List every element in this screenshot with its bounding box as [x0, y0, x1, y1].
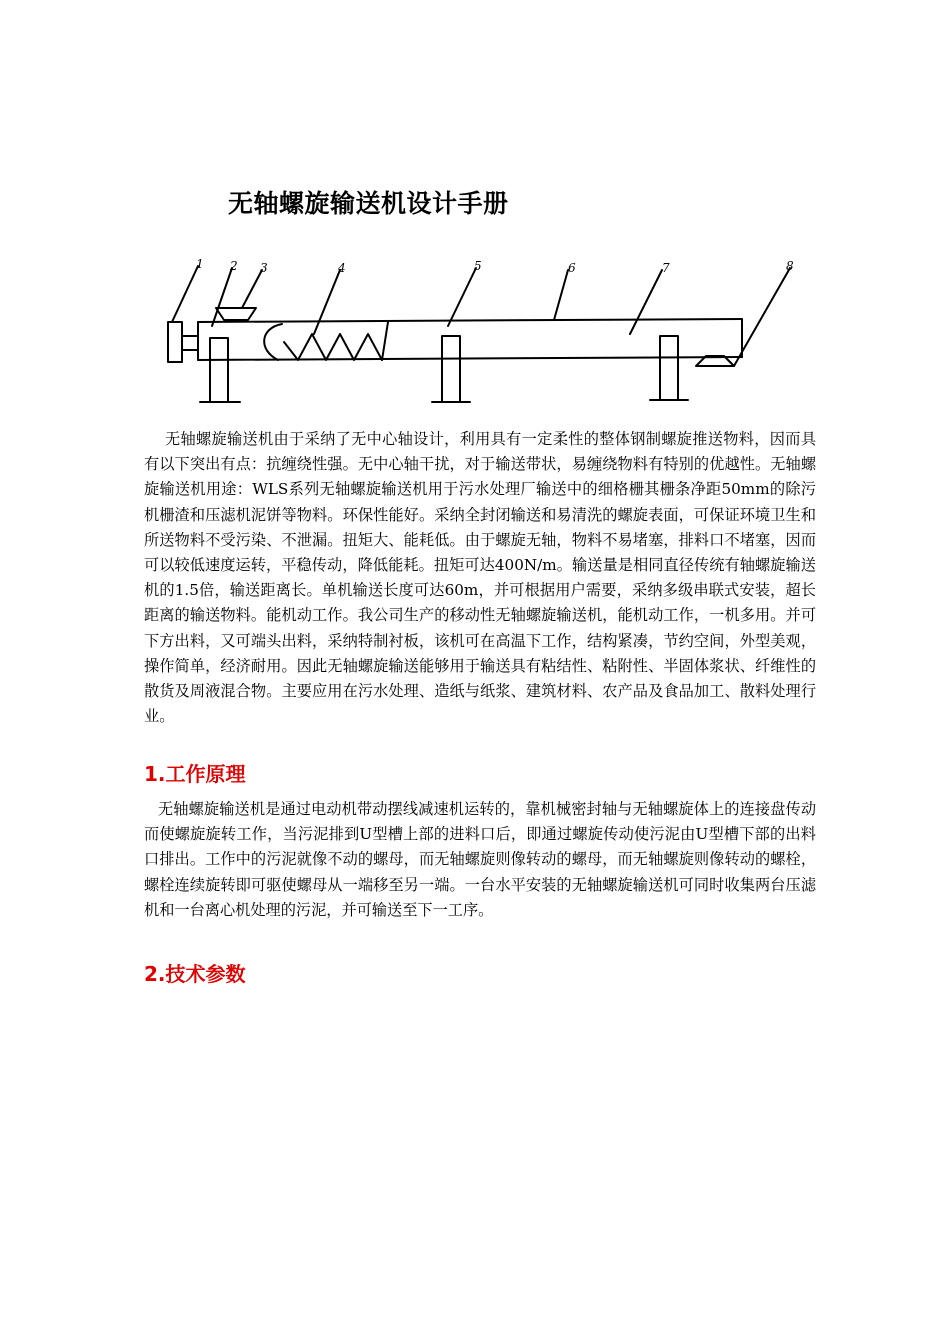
label-6: 6 — [568, 261, 576, 275]
spiral-end — [382, 322, 388, 360]
conveyor-diagram-svg — [150, 256, 810, 416]
leader-3 — [242, 270, 262, 308]
coupling — [182, 336, 198, 350]
support-2 — [442, 336, 460, 402]
label-3: 3 — [260, 261, 268, 275]
working-principle-paragraph: 无轴螺旋输送机是通过电动机带动摆线减速机运转的，靠机械密封轴与无轴螺旋体上的连接盘传动而使螺旋旋转工作，当污泥排到U型槽上部的进料口后，即通过螺旋传动使污泥由U型槽下部的出料口排出。工作中的污泥就像不动的螺母，而无轴螺旋则像转动的螺母，而无轴螺旋则像转动的螺栓，螺栓连续旋转即可驱使螺母从一端移至另一端。一台水平安装的无轴螺旋输送机可同时收集两台压滤机和一台离心机处理的污泥，并可输送至下一工序。 — [144, 800, 816, 919]
label-4: 4 — [338, 261, 346, 275]
spiral-zigzag — [284, 334, 382, 360]
leader-7 — [630, 270, 662, 334]
leader-6 — [554, 270, 568, 320]
label-8: 8 — [786, 259, 794, 273]
spiral-shield — [264, 324, 282, 360]
leader-8 — [734, 268, 790, 366]
label-7: 7 — [662, 261, 670, 275]
section-heading-technical-parameters: 2.技术参数 — [144, 962, 246, 986]
section-heading-working-principle: 1.工作原理 — [144, 762, 246, 786]
conveyor-diagram — [150, 256, 810, 416]
support-3 — [660, 336, 678, 400]
label-5: 5 — [474, 259, 482, 273]
motor-block — [168, 322, 182, 362]
label-1: 1 — [196, 257, 204, 271]
leader-4 — [314, 270, 340, 334]
leader-1 — [172, 266, 198, 322]
trough-top-line — [198, 319, 742, 322]
inlet-hopper — [216, 308, 256, 320]
label-2: 2 — [230, 259, 238, 273]
intro-paragraph: 无轴螺旋输送机由于采纳了无中心轴设计，利用具有一定柔性的整体钢制螺旋推送物料，因而具有以下突出有点：抗缠绕性强。无中心轴干扰，对于输送带状，易缠绕物料有特别的优越性。无轴螺旋输送机用途：WLS系列无轴螺旋输送机用于污水处理厂输送中的细格栅其栅条净距50mm的除污机栅渣和压滤机泥饼等物料。环保性能好。采纳全封闭输送和易清洗的螺旋表面，可保证环境卫生和所送物料不受污染、不泄漏。扭矩大、能耗低。由于螺旋无轴，物料不易堵塞，排料口不堵塞，因而可以较低速度运转，平稳传动，降低能耗。扭矩可达400N/m。输送量是相同直径传统有轴螺旋输送机的1.5倍，输送距离长。单机输送长度可达60m，并可根据用户需要，采纳多级串联式安装，超长距离的输送物料。能机动工作。我公司生产的移动性无轴螺旋输送机，能机动工作，一机多用。并可下方出料，又可端头出料，采纳特制衬板，该机可在高温下工作，结构紧凑，节约空间，外型美观，操作简单，经济耐用。因此无轴螺旋输送能够用于输送具有粘结性、粘附性、半固体浆状、纤维性的散货及周液混合物。主要应用在污水处理、造纸与纸浆、建筑材料、农产品及食品加工、散料处理行业。 — [144, 430, 816, 726]
support-1 — [210, 338, 228, 402]
document-title: 无轴螺旋输送机设计手册 — [228, 189, 509, 218]
leader-5 — [448, 268, 476, 326]
